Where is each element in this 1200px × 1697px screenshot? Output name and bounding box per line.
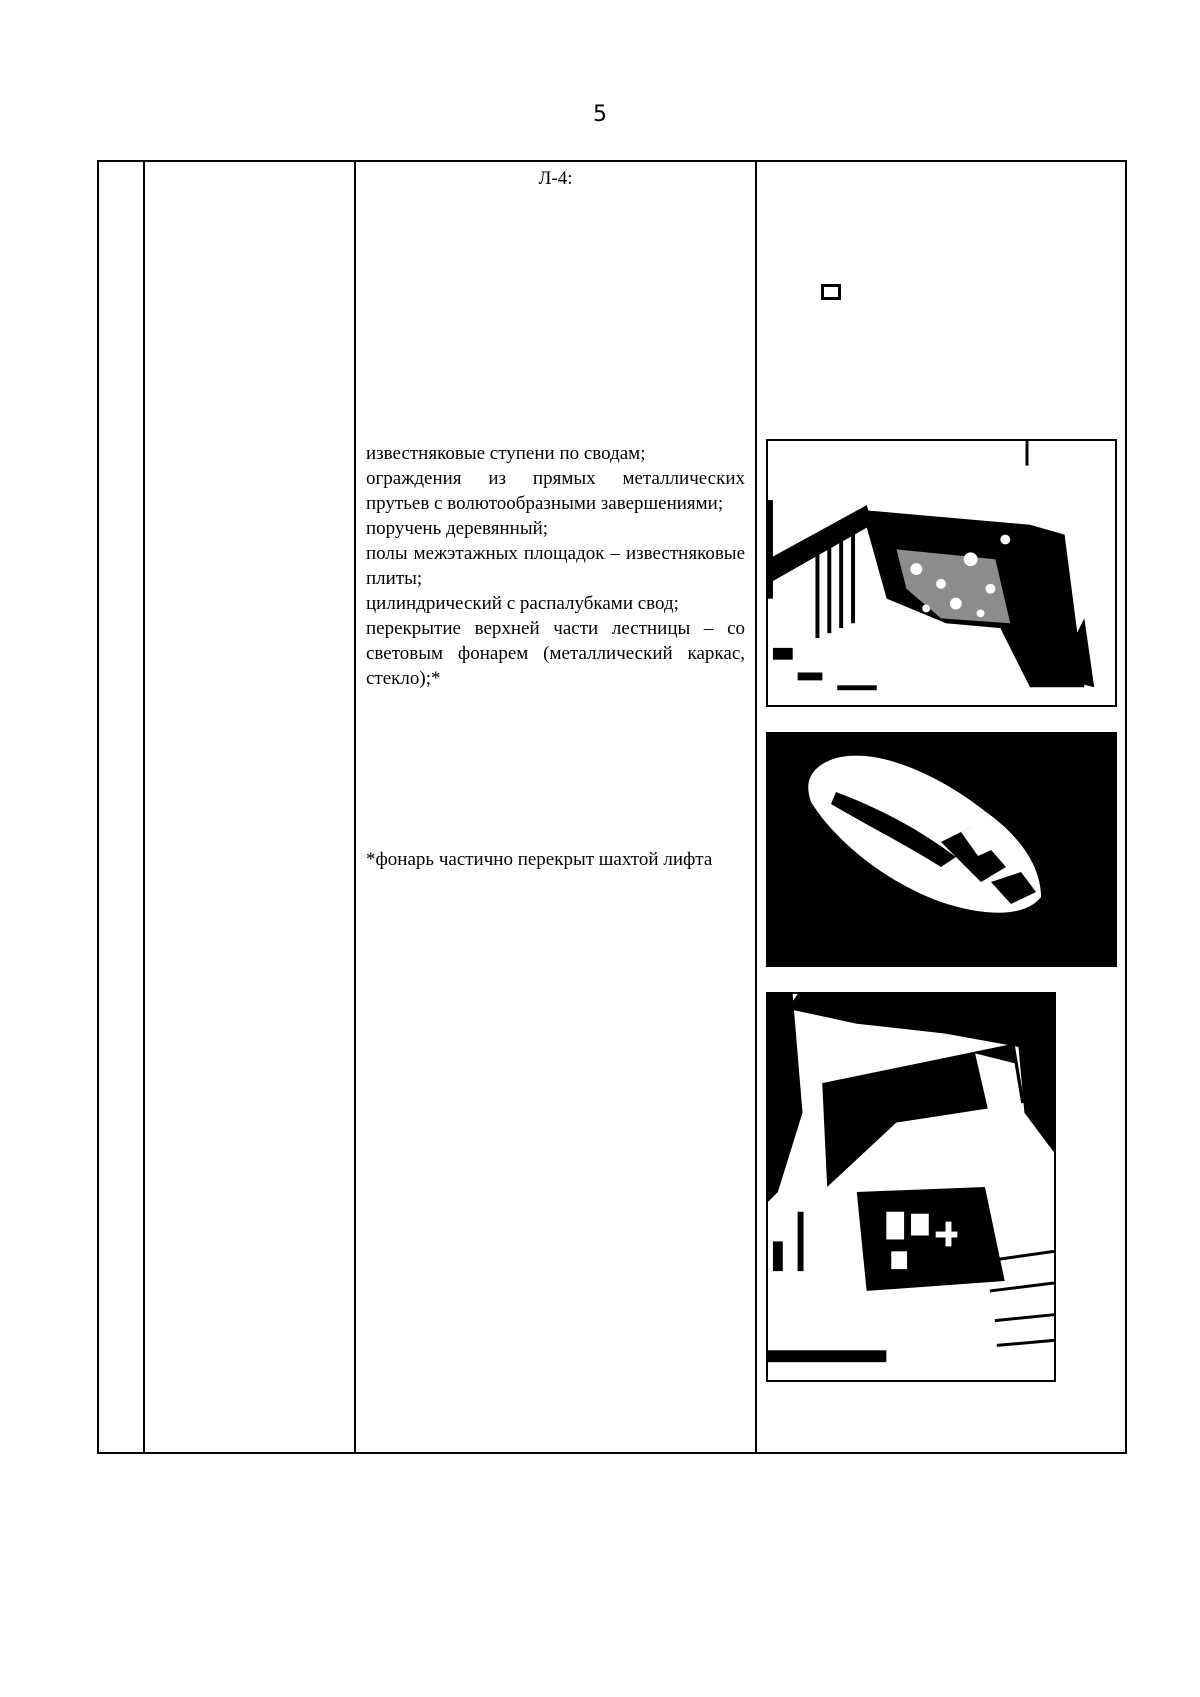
features-list — [366, 441, 745, 691]
footnote: *фонарь частично перекрыт шахтой лифта — [366, 849, 713, 870]
staircase-photo-graphic — [768, 441, 1115, 705]
feature-item: полы межэтажных площадок – известняковые плиты; — [366, 543, 745, 589]
document-table — [97, 160, 1127, 1454]
feature-item: ограждения из прямых металлических прутьев с волютообразными завершениями; — [366, 468, 745, 514]
feature-item: перекрытие верхней части лестницы – со световым фонарем (металлический каркас, стекло);* — [366, 618, 745, 689]
column-divider — [755, 162, 757, 1452]
column-divider — [354, 162, 356, 1452]
square-marker-icon — [821, 284, 841, 300]
staircase-photo — [766, 439, 1117, 707]
stair-interior-photo — [766, 992, 1056, 1382]
stair-interior-photo-graphic — [768, 994, 1054, 1380]
feature-item: поручень деревянный; — [366, 518, 549, 539]
cell-title: Л-4: — [538, 168, 573, 189]
feature-item: известняковые ступени по сводам; — [366, 443, 646, 464]
page-number: 5 — [593, 102, 607, 127]
skylight-photo-graphic — [766, 732, 1117, 967]
feature-item: цилиндрический с распалубками свод; — [366, 593, 679, 614]
skylight-photo — [766, 732, 1117, 967]
column-divider — [143, 162, 145, 1452]
